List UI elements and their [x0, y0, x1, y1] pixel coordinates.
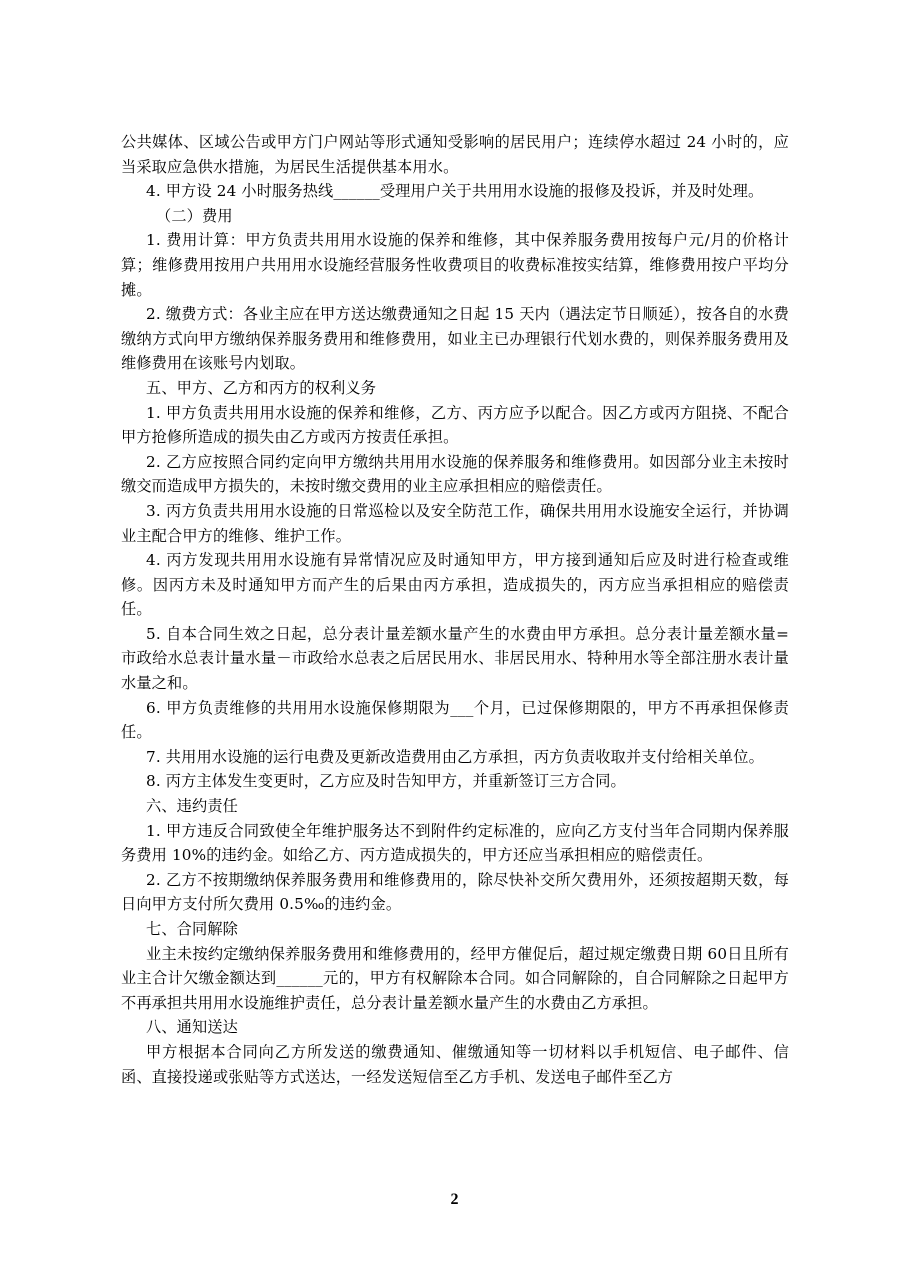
paragraph-rights-5: 5. 自本合同生效之日起，总分表计量差额水量产生的水费由甲方承担。总分表计量差额水量=市政给水总表计量水量－市政给水总表之后居民用水、非居民用水、特种用水等全部注册水表计量水量之和。	[121, 624, 789, 693]
paragraph-rights-3: 3. 丙方负责共用用水设施的日常巡检以及安全防范工作，确保共用用水设施安全运行，并协调业主配合甲方的维修、维护工作。	[121, 501, 789, 545]
paragraph-hotline: 4. 甲方设 24 小时服务热线______受理用户关于共用用水设施的报修及投诉，并及时处理。	[146, 182, 764, 201]
section-heading-termination: 七、合同解除	[146, 920, 239, 938]
section-heading-fees: （二）费用	[156, 206, 233, 225]
paragraph-rights-1: 1. 甲方负责共用用水设施的保养和维修，乙方、丙方应予以配合。因乙方或丙方阻挠、不配合甲方抢修所造成的损失由乙方或丙方按责任承担。	[121, 403, 789, 447]
paragraph-notice: 甲方根据本合同向乙方所发送的缴费通知、催缴通知等一切材料以手机短信、电子邮件、信函、直接投递或张贴等方式送达，一经发送短信至乙方手机、发送电子邮件至乙方	[121, 1042, 789, 1086]
section-heading-notice: 八、通知送达	[146, 1018, 239, 1037]
paragraph-continuation: 公共媒体、区域公告或甲方门户网站等形式通知受影响的居民用户；连续停水超过 24 小时的，应当采取应急供水措施，为居民生活提供基本用水。	[121, 133, 789, 176]
paragraph-rights-6: 6. 甲方负责维修的共用用水设施保修期限为___个月，已过保修期限的，甲方不再承担保修责任。	[121, 698, 789, 742]
section-heading-rights: 五、甲方、乙方和丙方的权利义务	[146, 378, 377, 397]
paragraph-breach-1: 1. 甲方违反合同致使全年维护服务达不到附件约定标准的，应向乙方支付当年合同期内保养服务费用 10%的违约金。如给乙方、丙方造成损失的，甲方还应当承担相应的赔偿责任。	[121, 821, 789, 865]
paragraph-rights-2: 2. 乙方应按照合同约定向甲方缴纳共用用水设施的保养服务和维修费用。如因部分业主未按时缴交而造成甲方损失的，未按时缴交费用的业主应承担相应的赔偿责任。	[121, 452, 789, 496]
paragraph-rights-7: 7. 共用用水设施的运行电费及更新改造费用由乙方承担，丙方负责收取并支付给相关单位。	[146, 747, 764, 766]
paragraph-termination: 业主未按约定缴纳保养服务费用和维修费用的，经甲方催促后，超过规定缴费日期 60日且所有业主合计欠缴金额达到______元的，甲方有权解除本合同。如合同解除的，自合同解除之日起甲方不再承担共用用水设施维护责任，总分表计量差额水量产生的水费由乙方承担。	[121, 944, 789, 1012]
document-body	[121, 130, 789, 1089]
section-heading-breach: 六、违约责任	[146, 797, 239, 816]
paragraph-rights-4: 4. 丙方发现共用用水设施有异常情况应及时通知甲方，甲方接到通知后应及时进行检查或维修。因丙方未及时通知甲方而产生的后果由丙方承担，造成损失的，丙方应当承担相应的赔偿责任。	[121, 551, 789, 619]
paragraph-fee-calculation: 1. 费用计算：甲方负责共用用水设施的保养和维修，其中保养服务费用按每户元/月的价格计算；维修费用按用户共用用水设施经营服务性收费项目的收费标准按实结算，维修费用按户平均分摊。	[121, 231, 789, 299]
paragraph-rights-8: 8. 丙方主体发生变更时，乙方应及时告知甲方，并重新签订三方合同。	[146, 772, 626, 791]
paragraph-breach-2: 2. 乙方不按期缴纳保养服务费用和维修费用的，除尽快补交所欠费用外，还须按超期天数，每日向甲方支付所欠费用 0.5‰的违约金。	[121, 870, 789, 914]
paragraph-payment-method: 2. 缴费方式：各业主应在甲方送达缴费通知之日起 15 天内（遇法定节日顺延），按各自的水费缴纳方式向甲方缴纳保养服务费用和维修费用，如业主已办理银行代划水费的，则保养服务费用及维修费用在该账号内划取。	[121, 305, 789, 373]
page-number: 2	[450, 1191, 459, 1208]
